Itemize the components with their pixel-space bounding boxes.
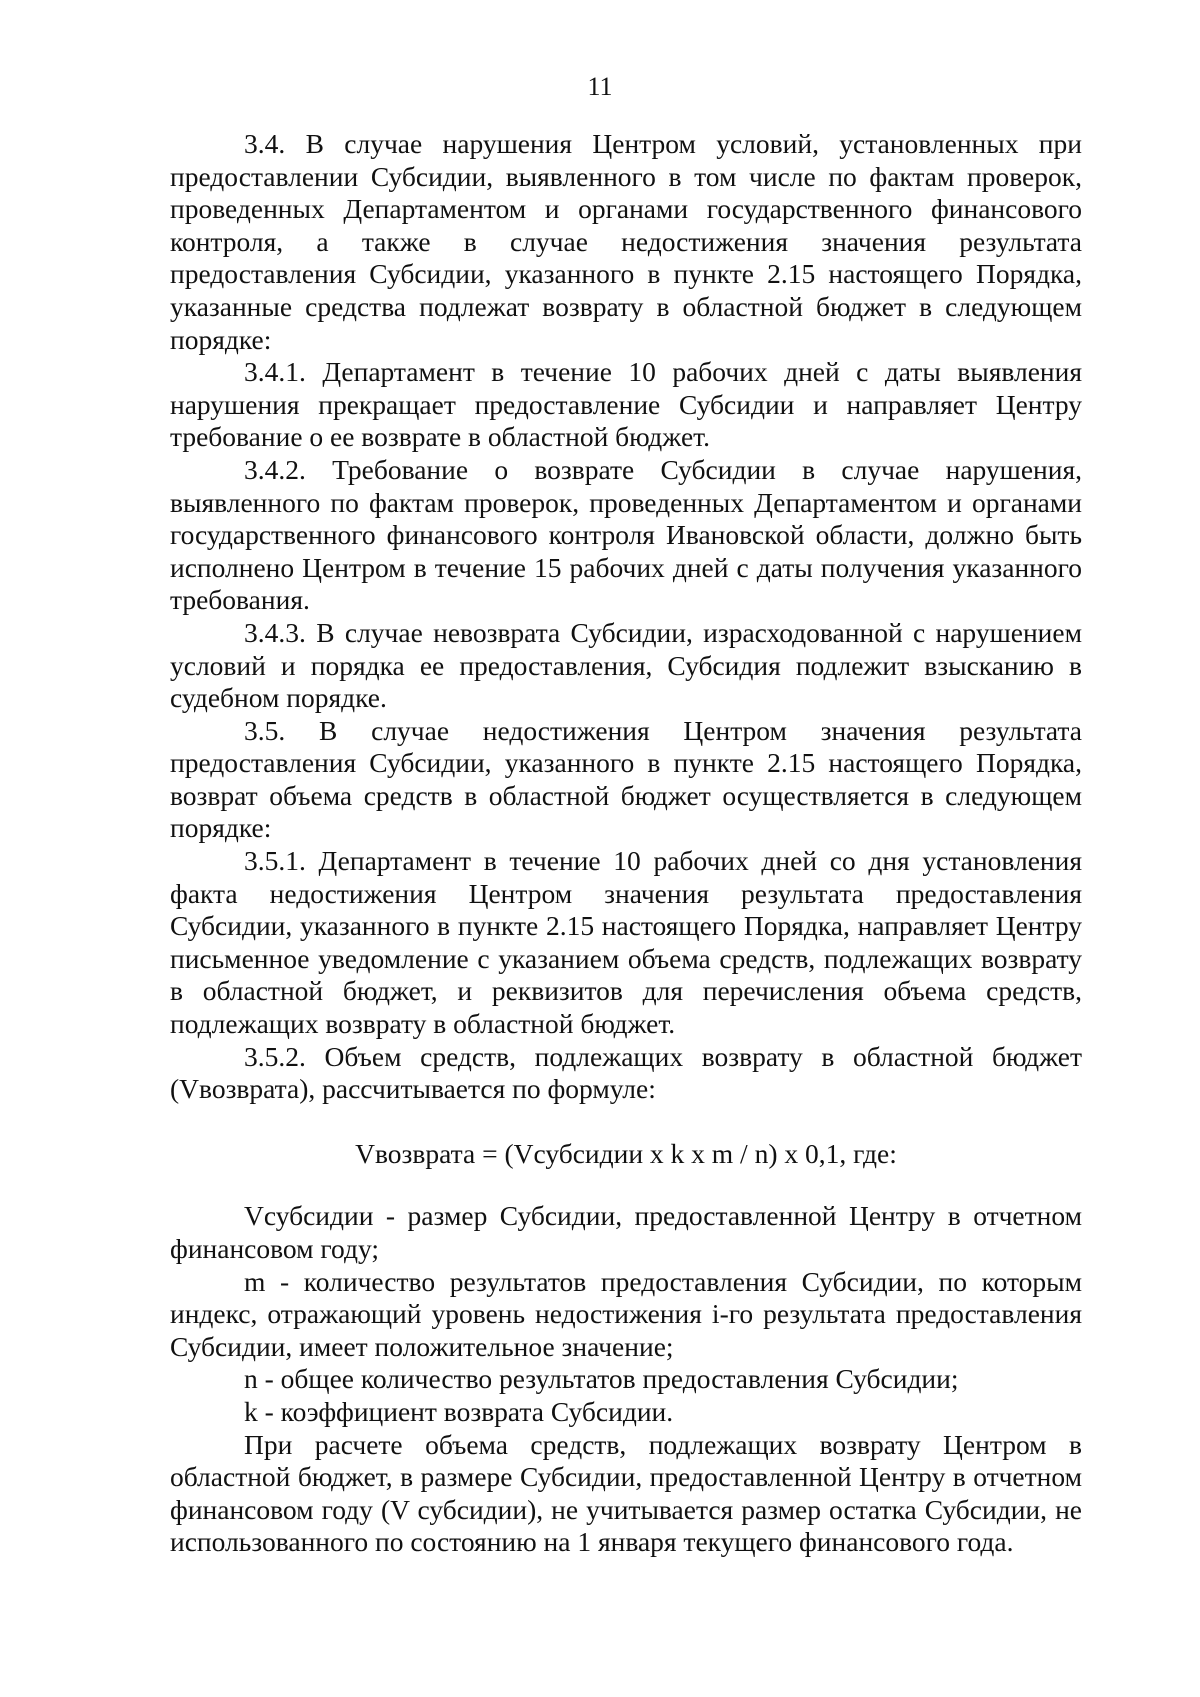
return-volume-formula: Vвозврата = (Vсубсидии x k x m / n) x 0,1, где: — [355, 1137, 897, 1169]
paragraph-3-4-1: 3.4.1. Департамент в течение 10 рабочих дней с даты выявления нарушения прекращает предоставление Субсидии и направляет Центру требование о ее возврате в областной бюджет. — [170, 356, 1082, 453]
document-body — [170, 128, 1082, 1559]
definition-n: n - общее количество результатов предоставления Субсидии; — [244, 1363, 959, 1395]
paragraph-3-5: 3.5. В случае недостижения Центром значения результата предоставления Субсидии, указанного в пункте 2.15 настоящего Порядка, возврат объема средств в областной бюджет осуществляется в следующем порядке: — [170, 714, 1082, 844]
definition-v-subsidy: Vсубсидии - размер Субсидии, предоставленной Центру в отчетном финансовом году; — [170, 1200, 1082, 1264]
paragraph-3-4-2: 3.4.2. Требование о возврате Субсидии в случае нарушения, выявленного по фактам проверок, проведенных Департаментом и органами государственного финансового контроля Ивановской области, должно быть исполнено Центром в течение 15 рабочих дней с даты получения указанного требования. — [170, 453, 1082, 616]
page-number: 11 — [587, 72, 613, 101]
definition-m: m - количество результатов предоставления Субсидии, по которым индекс, отражающий уровень недостижения i-го результата предоставления Субсидии, имеет положительное значение; — [170, 1265, 1082, 1362]
paragraph-3-5-2: 3.5.2. Объем средств, подлежащих возврату в областной бюджет (Vвозврата), рассчитывается по формуле: — [170, 1040, 1082, 1105]
paragraph-calculation-note: При расчете объема средств, подлежащих возврату Центром в областной бюджет, в размере Субсидии, предоставленной Центру в отчетном финансовом году (V субсидии), не учитывается размер остатка Субсидии, не использованного по состоянию на 1 января текущего финансового года. — [170, 1428, 1082, 1558]
paragraph-3-5-1: 3.5.1. Департамент в течение 10 рабочих дней со дня установления факта недостижения Центром значения результата предоставления Субсидии, указанного в пункте 2.15 настоящего Порядка, направляет Центру письменное уведомление с указанием объема средств, подлежащих возврату в областной бюджет, и реквизитов для перечисления объема средств, подлежащих возврату в областной бюджет. — [170, 845, 1082, 1040]
paragraph-3-4-3: 3.4.3. В случае невозврата Субсидии, израсходованной с нарушением условий и порядка ее предоставления, Субсидия подлежит взысканию в судебном порядке. — [170, 616, 1082, 714]
paragraph-3-4: 3.4. В случае нарушения Центром условий, установленных при предоставлении Субсидии, выявленного в том числе по фактам проверок, проведенных Департаментом и органами государственного финансового контроля, а также в случае недостижения значения результата предоставления Субсидии, указанного в пункте 2.15 настоящего Порядка, указанные средства подлежат возврату в областной бюджет в следующем порядке: — [170, 128, 1082, 355]
definition-k: k - коэффициент возврата Субсидии. — [244, 1395, 674, 1427]
